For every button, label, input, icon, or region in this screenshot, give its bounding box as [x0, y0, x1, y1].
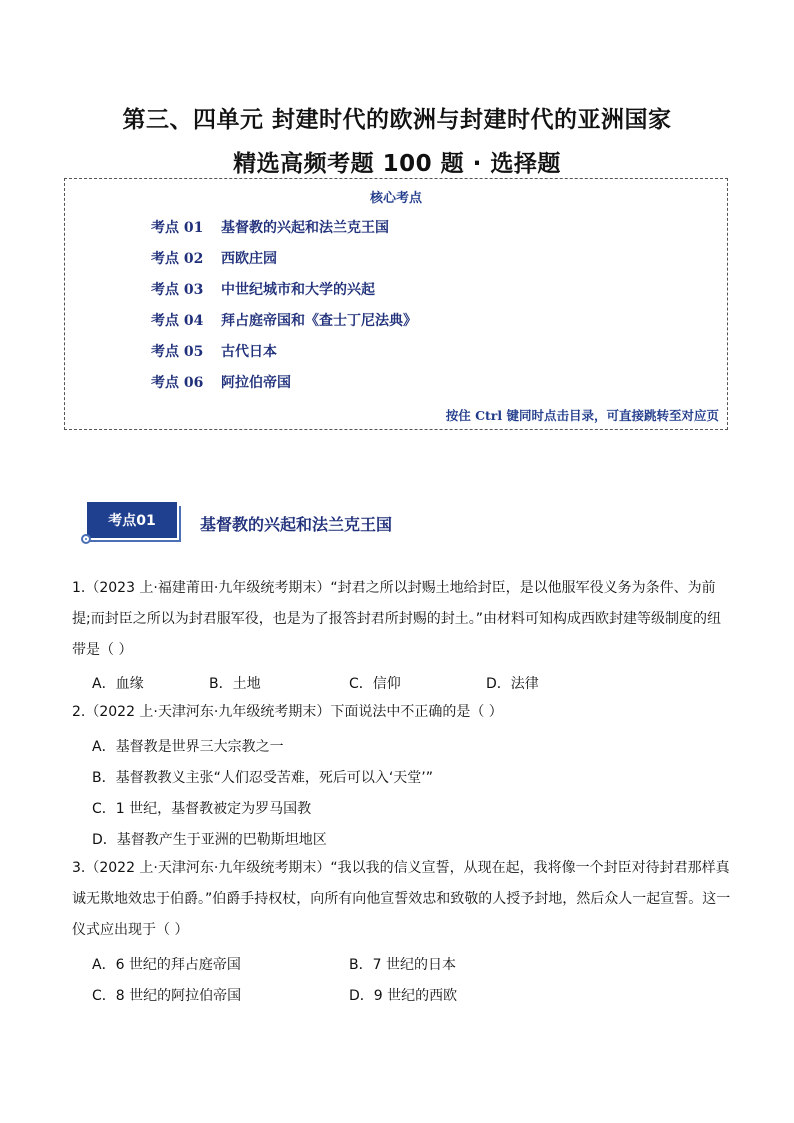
toc-item-label: 阿拉伯帝国: [221, 375, 291, 391]
question-3-option-a[interactable]: A．6 世纪的拜占庭帝国: [92, 957, 241, 973]
question-3-stem: 3.（2022 上·天津河东·九年级统考期末）“我以我的信义宣誓，从现在起，我将像一个封臣对待封君那样真诚无欺地效忠于伯爵。”伯爵手持权杖，向所有向他宣誓效忠和致敬的人授予封地，然后众人一起宣誓。这一仪式应出现于（ ）: [72, 860, 731, 938]
toc-item-number: 考点 03: [151, 282, 204, 298]
banner-underline: [85, 540, 181, 542]
banner-edge: [179, 506, 181, 542]
toc-navigation-note: 按住 Ctrl 键同时点击目录，可直接跳转至对应页: [445, 408, 719, 423]
toc-item-label: 拜占庭帝国和《查士丁尼法典》: [221, 313, 417, 329]
section-banner: [79, 502, 184, 544]
toc-item-number: 考点 04: [151, 313, 204, 329]
toc-item-number: 考点 05: [151, 344, 204, 360]
question-2-option-c[interactable]: C．1 世纪，基督教被定为罗马国教: [92, 801, 312, 817]
toc-item-06[interactable]: [151, 372, 291, 392]
question-2-option-b[interactable]: B．基督教教义主张“人们忍受苦难，死后可以入‘天堂’”: [92, 770, 434, 786]
toc-item-04[interactable]: [151, 310, 417, 330]
toc-heading: 核心考点: [369, 191, 422, 206]
toc-item-number: 考点 02: [151, 251, 204, 267]
question-2-option-d[interactable]: D．基督教产生于亚洲的巴勒斯坦地区: [92, 832, 327, 848]
toc-item-03[interactable]: [151, 279, 375, 299]
toc-item-label: 古代日本: [221, 344, 277, 360]
question-1-option-c[interactable]: C．信仰: [349, 676, 401, 692]
toc-panel: [64, 178, 728, 430]
toc-item-02[interactable]: [151, 248, 277, 268]
toc-item-01[interactable]: [151, 217, 389, 237]
question-1-stem: 1.（2023 上·福建莆田·九年级统考期末）“封君之所以封赐土地给封臣，是以他服军役义务为条件、为前提;而封臣之所以为封君服军役，也是为了报答封君所封赐的封土。”由材料可知构成西欧封建等级制度的纽带是（ ）: [72, 580, 721, 658]
document-title: 第三、四单元 封建时代的欧洲与封建时代的亚洲国家: [122, 107, 672, 133]
toc-item-label: 基督教的兴起和法兰克王国: [221, 220, 389, 236]
question-3-option-b[interactable]: B．7 世纪的日本: [349, 957, 456, 973]
toc-item-label: 西欧庄园: [221, 251, 277, 267]
question-3-option-c[interactable]: C．8 世纪的阿拉伯帝国: [92, 988, 242, 1004]
question-2-option-a[interactable]: A．基督教是世界三大宗教之一: [92, 739, 284, 755]
question-3-option-d[interactable]: D．9 世纪的西欧: [349, 988, 458, 1004]
document-subtitle: 精选高频考题 100 题 · 选择题: [233, 151, 561, 177]
target-dot-icon: [81, 534, 91, 544]
section-tab-label: 考点01: [87, 502, 177, 538]
question-1-option-b[interactable]: B．土地: [209, 676, 261, 692]
toc-item-number: 考点 06: [151, 375, 204, 391]
section-title: 基督教的兴起和法兰克王国: [200, 515, 393, 534]
toc-item-number: 考点 01: [151, 220, 204, 236]
toc-item-label: 中世纪城市和大学的兴起: [221, 282, 375, 298]
question-2-stem: 2.（2022 上·天津河东·九年级统考期末）下面说法中不正确的是（ ）: [72, 704, 503, 720]
toc-item-05[interactable]: [151, 341, 277, 361]
question-1-option-a[interactable]: A．血缘: [92, 676, 144, 692]
question-1-option-d[interactable]: D．法律: [486, 676, 539, 692]
